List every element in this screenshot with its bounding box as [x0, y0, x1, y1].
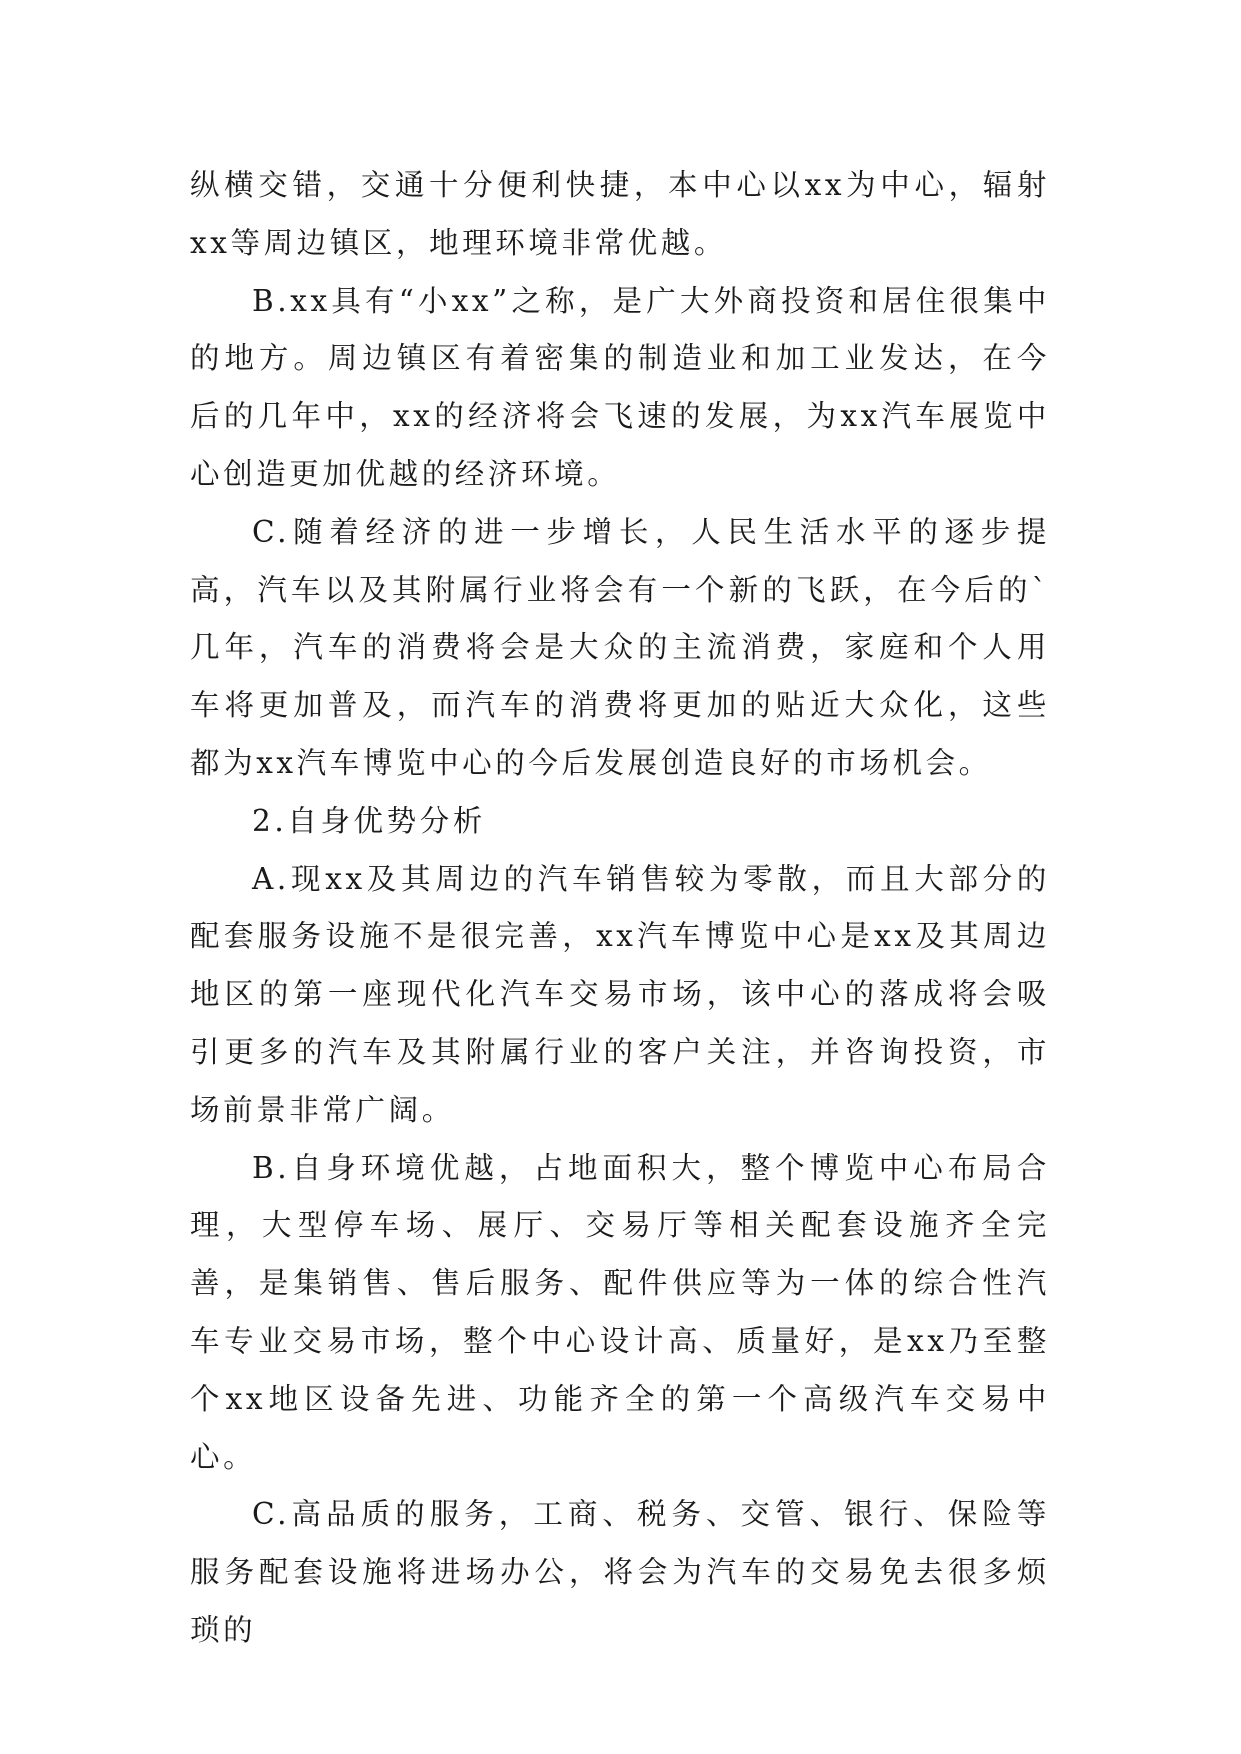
paragraph-item-a-market: A.现xx及其周边的汽车销售较为零散，而且大部分的配套服务设施不是很完善，xx汽车博览中心是xx及其周边地区的第一座现代化汽车交易市场，该中心的落成将会吸引更多的汽车及其附属行业的客户关注，并咨询投资，市场前景非常广阔。 — [190, 861, 1050, 1127]
paragraph-item-b-location: B.xx具有“小xx”之称，是广大外商投资和居住很集中的地方。周边镇区有着密集的制造业和加工业发达，在今后的几年中，xx的经济将会飞速的发展，为xx汽车展览中心创造更加优越的经济环境。 — [190, 283, 1050, 491]
document-body — [190, 157, 1050, 1660]
paragraph-item-c-economy: C.随着经济的进一步增长，人民生活水平的逐步提高，汽车以及其附属行业将会有一个新的飞跃，在今后的`几年，汽车的消费将会是大众的主流消费，家庭和个人用车将更加普及，而汽车的消费将更加的贴近大众化，这些都为xx汽车博览中心的今后发展创造良好的市场机会。 — [190, 514, 1050, 780]
paragraph-continuation: 纵横交错，交通十分便利快捷，本中心以xx为中心，辐射xx等周边镇区，地理环境非常优越。 — [190, 168, 1050, 260]
paragraph-item-c-service: C.高品质的服务，工商、税务、交管、银行、保险等服务配套设施将进场办公，将会为汽车的交易免去很多烦琐的 — [190, 1497, 1050, 1647]
section-heading-self-advantage: 2.自身优势分析 — [252, 803, 486, 838]
paragraph-item-b-environment: B.自身环境优越，占地面积大，整个博览中心布局合理，大型停车场、展厅、交易厅等相关配套设施齐全完善，是集销售、售后服务、配件供应等为一体的综合性汽车专业交易市场，整个中心设计高、质量好，是xx乃至整个xx地区设备先进、功能齐全的第一个高级汽车交易中心。 — [190, 1150, 1050, 1474]
